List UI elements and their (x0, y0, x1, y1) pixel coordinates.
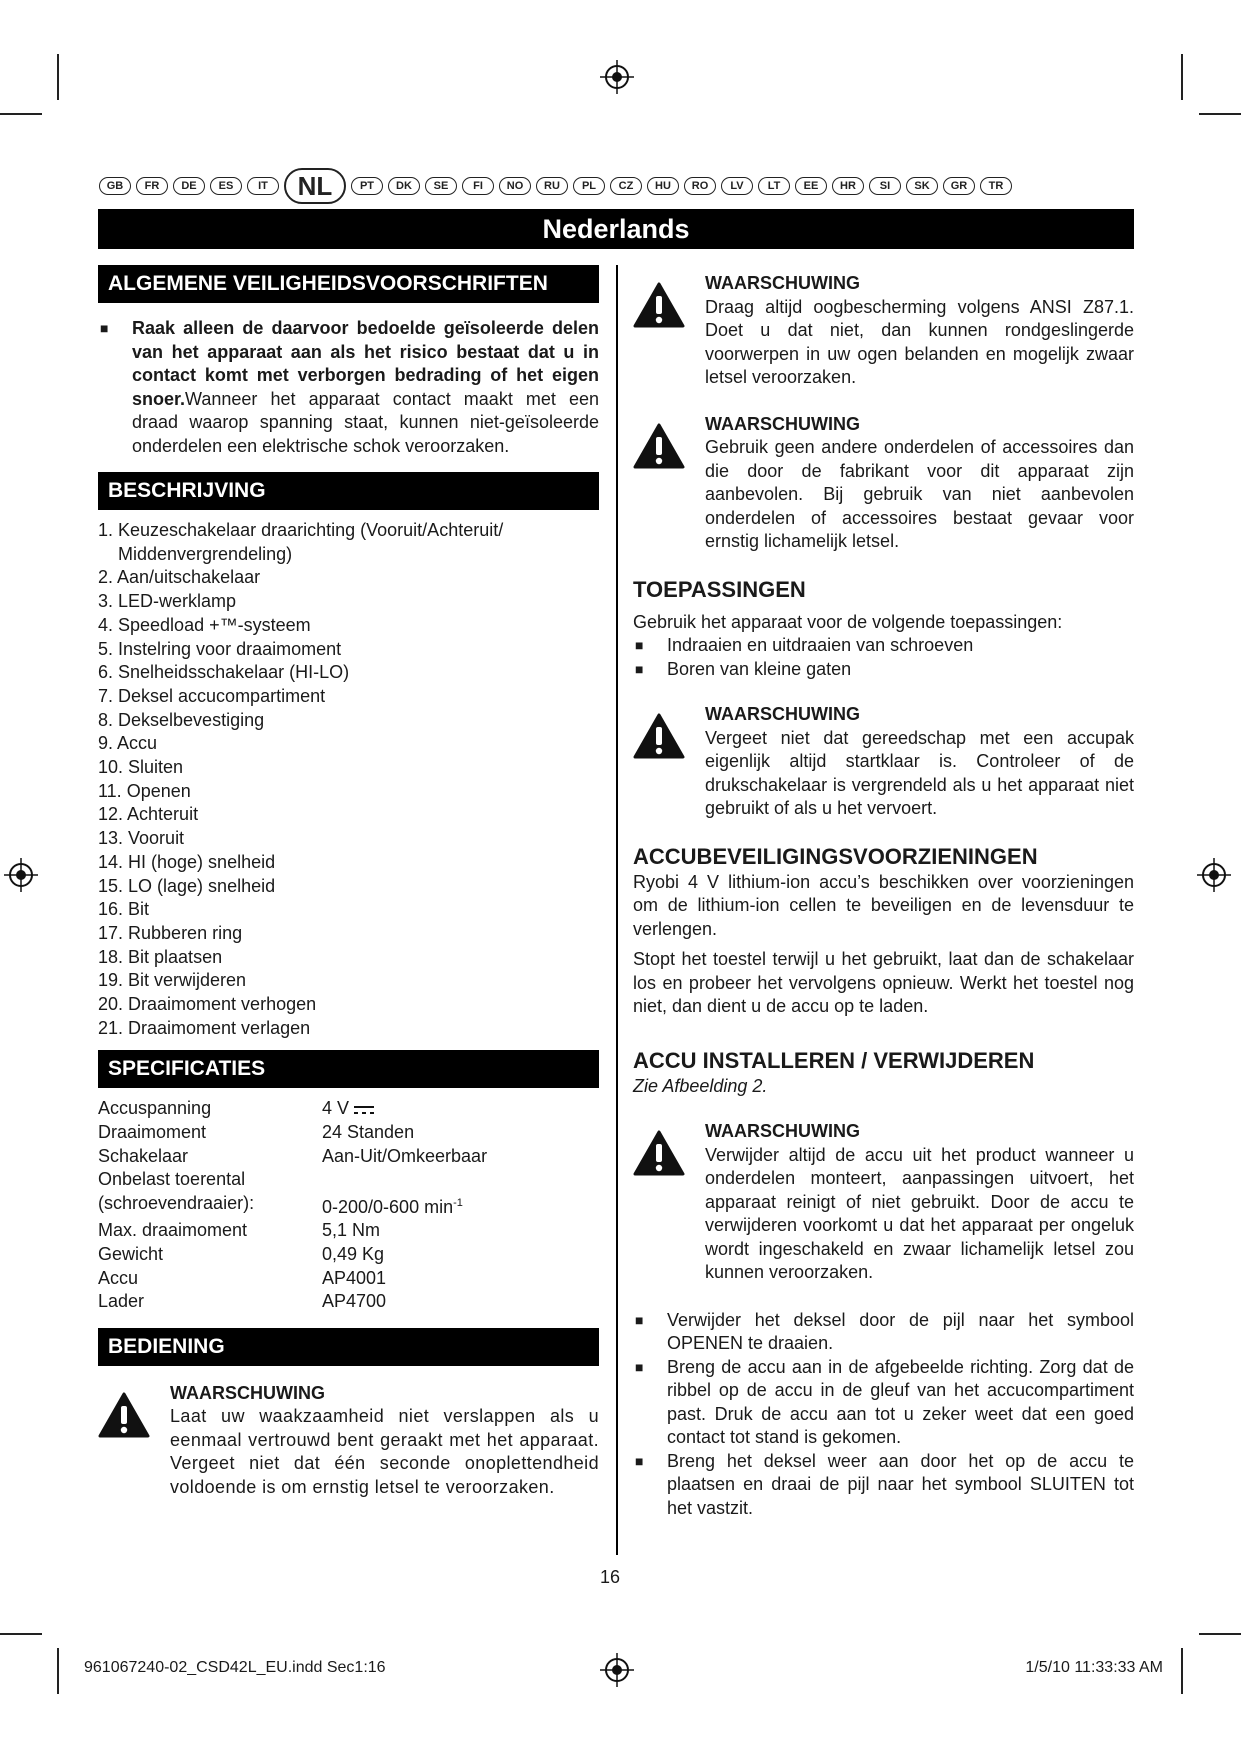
language-ru: RU (536, 177, 568, 195)
spec-label: Max. draaimoment (98, 1220, 248, 1241)
section-heading-specs: SPECIFICATIES (98, 1050, 599, 1088)
language-gb: GB (99, 177, 131, 195)
bullet-square-icon: ■ (635, 660, 644, 677)
spec-label: Schakelaar (98, 1145, 189, 1166)
warning-text: Verwijder altijd de accu uit het product wanneer u onderdelen monteert, aanpassingen uitvoert, het apparaat reinigt of niet gebruikt. Door de accu te verwijderen voorkomt u dat het apparaat per ongeluk wordt ingeschakeld en zwaar lichamelijk letsel zou kunnen veroorzaken. (705, 1144, 1134, 1282)
section-heading-applications: TOEPASSINGEN (633, 576, 806, 602)
page-title-banner: Nederlands (98, 209, 1134, 249)
crop-mark (1181, 54, 1183, 100)
bullet-square-icon: ■ (100, 320, 109, 336)
language-no: NO (499, 177, 531, 195)
language-fr: FR (136, 177, 168, 195)
warning-triangle-icon (633, 1130, 685, 1176)
left-column (98, 265, 599, 1499)
list-item: 10. Sluiten (98, 757, 184, 778)
warning-title: WAARSCHUWING (705, 413, 860, 434)
list-item: 21. Draaimoment verlagen (98, 1017, 311, 1038)
spec-value (322, 1168, 599, 1192)
language-si: SI (869, 177, 901, 195)
list-item: 3. LED-werklamp (98, 591, 237, 612)
crop-mark (1199, 1633, 1241, 1635)
warning-triangle-icon (633, 423, 685, 469)
crop-mark (57, 1648, 59, 1694)
registration-mark-icon (4, 858, 38, 892)
language-dk: DK (388, 177, 420, 195)
bullet-square-icon: ■ (635, 1358, 644, 1375)
warning-text: Draag altijd oogbescherming volgens ANSI Z87.1. Doet u dat niet, dan kunnen rondgeslingerde voorwerpen in uw ogen belanden en mogelijk zwaar letsel veroorzaken. (705, 296, 1134, 387)
section-heading-safety: ALGEMENE VEILIGHEIDSVOORSCHRIFTEN (98, 265, 599, 303)
spec-label: Gewicht (98, 1244, 164, 1265)
warning-title: WAARSCHUWING (705, 1121, 860, 1141)
right-column (633, 265, 1134, 1520)
battery-protection-p1: Ryobi 4 V lithium-ion accu’s beschikken over voorzieningen om de lithium-ion cellen te beveiligen en de levensduur te verlengen. (633, 871, 1134, 939)
spec-label: Lader (98, 1291, 145, 1312)
section-heading-battery-install: ACCU INSTALLEREN / VERWIJDEREN (633, 1047, 1035, 1073)
spec-label: Onbelast toerental (98, 1169, 246, 1190)
language-lt: LT (758, 177, 790, 195)
language-pl: PL (573, 177, 605, 195)
crop-mark (1181, 1648, 1183, 1694)
language-hu: HU (647, 177, 679, 195)
list-item: ■ Verwijder het deksel door de pijl naar het symbool OPENEN te draaien. (633, 1309, 1134, 1356)
install-steps-list (633, 1309, 1134, 1521)
warning-eye-protection (633, 272, 1134, 390)
footer-file-info: 961067240-02_CSD42L_EU.indd Sec1:16 (84, 1659, 386, 1676)
list-item: ■ Boren van kleine gaten (633, 658, 1134, 682)
language-it: IT (247, 177, 279, 195)
battery-protection-p2: Stopt het toestel terwijl u het gebruikt, laat dan de schakelaar los en probeer het vervolgens opnieuw. Werkt het toestel nog niet, dan dient u de accu op te laden. (633, 949, 1134, 1016)
warning-title: WAARSCHUWING (705, 704, 860, 724)
list-item: ■ Breng de accu aan in de afgebeelde richting. Zorg dat de ribbel op de accu in de gleuf van het accucompartiment past. Druk de accu aan tot u zeker weet dat een goed contact tot stand is gekomen. (633, 1356, 1134, 1450)
list-item: 20. Draaimoment verhogen (98, 994, 317, 1015)
section-heading-battery-protection: ACCUBEVEILIGINGSVOORZIENINGEN (633, 843, 1038, 869)
registration-mark-icon (600, 1653, 634, 1687)
list-item: 2. Aan/uitschakelaar (98, 567, 261, 588)
warning-remove-battery (633, 1120, 1134, 1285)
spec-label: Accuspanning (98, 1098, 212, 1119)
applications-list (633, 634, 1134, 681)
list-item: 9. Accu (98, 733, 158, 754)
language-ee: EE (795, 177, 827, 195)
safety-bold-text: Raak alleen de daarvoor bedoelde geïsoleerde delen van het apparaat aan als het risico bestaat dat u in contact komt met verborgen bedrading of het eigen snoer. (132, 318, 599, 409)
applications-intro: Gebruik het apparaat voor de volgende toepassingen: (633, 611, 1063, 632)
language-gr: GR (943, 177, 975, 195)
figure-reference: Zie Afbeelding 2. (633, 1075, 768, 1096)
list-item: ■ Breng het deksel weer aan door het op de accu te plaatsen en draai de pijl naar het symbool SLUITEN tot het vastzit. (633, 1450, 1134, 1521)
description-list (98, 519, 599, 1040)
crop-mark (0, 1633, 42, 1635)
warning-text: Laat uw waakzaamheid niet verslappen als u eenmaal vertrouwd bent geraakt met het apparaat. Vergeet niet dat één seconde onoplettendheid voldoende is om ernstig letsel te veroorzaken. (170, 1406, 599, 1497)
registration-mark-icon (600, 60, 634, 94)
list-item: 14. HI (hoge) snelheid (98, 851, 276, 872)
language-nl: NL (284, 168, 346, 204)
language-fi: FI (462, 177, 494, 195)
footer-timestamp: 1/5/10 11:33:33 AM (1025, 1659, 1163, 1676)
warning-text: Vergeet niet dat gereedschap met een accupak eigenlijk altijd startklaar is. Controleer of de drukschakelaar is vergrendeld als u het apparaat niet gebruikt of als u het vervoert. (705, 727, 1134, 818)
language-ro: RO (684, 177, 716, 195)
page-number: 16 (600, 1567, 621, 1587)
language-de: DE (173, 177, 205, 195)
language-tr: TR (980, 177, 1012, 195)
language-se: SE (425, 177, 457, 195)
list-item: 17. Rubberen ring (98, 922, 243, 943)
registration-mark-icon (1197, 858, 1231, 892)
list-item: 6. Snelheidsschakelaar (HI-LO) (98, 662, 350, 683)
list-item: 18. Bit plaatsen (98, 946, 223, 967)
list-item: 12. Achteruit (98, 804, 199, 825)
safety-text: Wanneer het apparaat contact maakt met een draad waarop spanning staat, kunnen niet-geïsoleerde onderdelen een elektrische schok veroorzaken. (132, 388, 599, 456)
warning-text: Gebruik geen andere onderdelen of accessoires dan die door de fabrikant voor dit apparaat zijn aanbevolen. Bij gebruik van niet aanbevolen onderdelen of accessoires bestaat gevaar voor ernstig lichamelijk letsel. (705, 437, 1134, 551)
warning-title: WAARSCHUWING (705, 273, 860, 293)
spec-value: 0-200/0-600 $\min^{-1}$ (322, 1196, 463, 1217)
language-selector (99, 168, 1012, 204)
spec-value: AP4700 (322, 1291, 387, 1312)
spec-value: 5,1 Nm (322, 1220, 381, 1241)
specs-table (98, 1097, 599, 1313)
list-item: Middenvergrendeling) (118, 543, 293, 564)
spec-label: Accu (98, 1267, 139, 1288)
warning-triangle-icon (633, 282, 685, 328)
spec-value: 0,49 Kg (322, 1244, 385, 1265)
warning-title: WAARSCHUWING (170, 1382, 325, 1403)
language-sk: SK (906, 177, 938, 195)
safety-bullet (98, 317, 599, 458)
language-lv: LV (721, 177, 753, 195)
list-item: 1. Keuzeschakelaar draarichting (Vooruit/Achteruit/ (98, 520, 504, 540)
language-hr: HR (832, 177, 864, 195)
warning-accessories (633, 413, 1134, 554)
language-pt: PT (351, 177, 383, 195)
list-item: 8. Dekselbevestiging (98, 709, 265, 730)
list-item: ■ Indraaien en uitdraaien van schroeven (633, 634, 1134, 658)
warning-triangle-icon (98, 1392, 150, 1438)
crop-mark (0, 113, 42, 115)
warning-operation (98, 1382, 599, 1500)
unit-superscript: -1 (453, 1196, 463, 1209)
spec-value: 4 V (322, 1097, 599, 1121)
list-item: 4. Speedload +™-systeem (98, 614, 311, 635)
bullet-square-icon: ■ (635, 637, 644, 653)
spec-value: Aan-Uit/Omkeerbaar (322, 1145, 488, 1166)
section-heading-operation: BEDIENING (98, 1328, 599, 1366)
column-divider (616, 265, 618, 1555)
warning-triangle-icon (633, 713, 685, 759)
bullet-square-icon: ■ (635, 1452, 644, 1469)
language-cz: CZ (610, 177, 642, 195)
language-es: ES (210, 177, 242, 195)
list-item: 19. Bit verwijderen (98, 970, 247, 991)
bullet-square-icon: ■ (635, 1311, 644, 1328)
list-item: 16. Bit (98, 899, 150, 920)
spec-label: (schroevendraaier): (98, 1192, 255, 1213)
spec-value: 24 Standen (322, 1122, 415, 1143)
spec-value: AP4001 (322, 1267, 387, 1288)
dc-symbol-icon (349, 1098, 375, 1118)
list-item: 7. Deksel accucompartiment (98, 685, 326, 706)
list-item: 5. Instelring voor draaimoment (98, 638, 342, 659)
list-item: 15. LO (lage) snelheid (98, 875, 276, 896)
list-item: 13. Vooruit (98, 828, 185, 849)
warning-startready (633, 703, 1134, 821)
spec-label: Draaimoment (98, 1122, 207, 1143)
crop-mark (1199, 113, 1241, 115)
crop-mark (57, 54, 59, 100)
section-heading-description: BESCHRIJVING (98, 472, 599, 510)
list-item: 11. Openen (98, 780, 191, 801)
